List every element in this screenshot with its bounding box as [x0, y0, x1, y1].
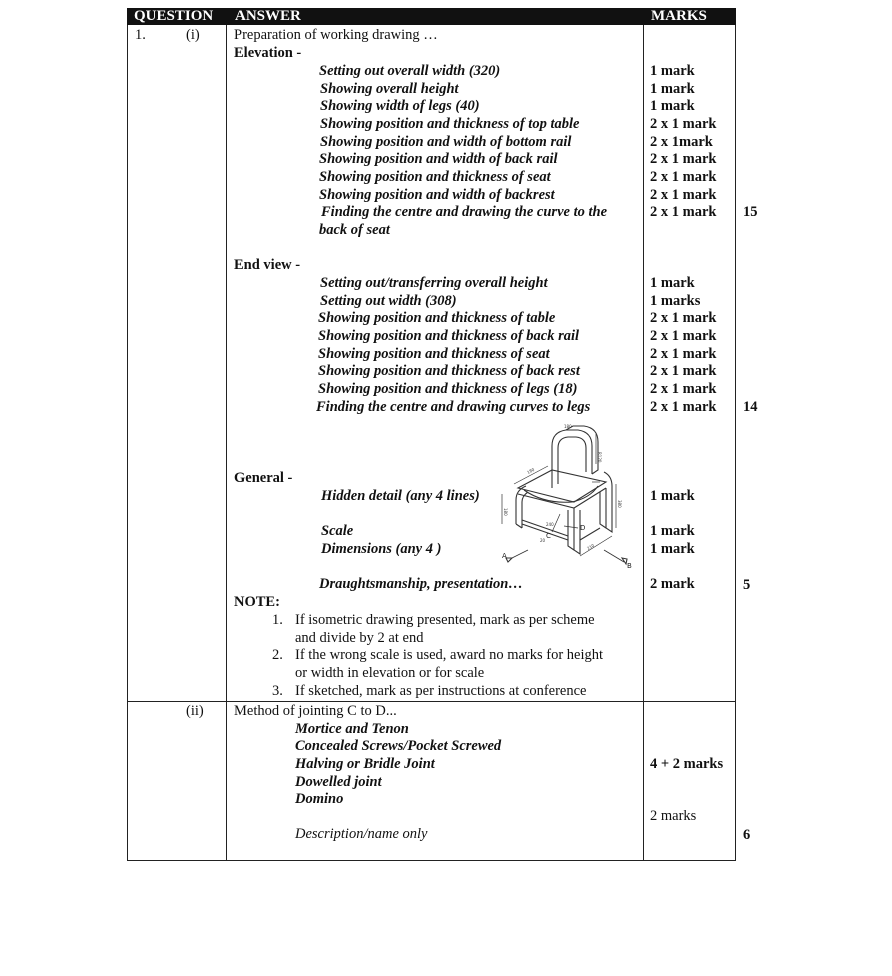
- note-heading: NOTE:: [234, 594, 280, 610]
- elevation-mark: 1 mark: [650, 63, 695, 79]
- svg-text:210: 210: [586, 542, 596, 551]
- elevation-item: Showing width of legs (40): [320, 98, 480, 114]
- elevation-mark: 1 mark: [650, 80, 695, 97]
- elevation-heading: Elevation -: [234, 45, 302, 61]
- description-mark: 2 marks: [650, 808, 697, 824]
- elevation-item: Showing position and thickness of top table: [320, 116, 580, 132]
- general-item: Scale: [321, 523, 354, 539]
- header-bar: [127, 8, 736, 25]
- end-view-mark: 2 x 1 mark: [650, 345, 717, 362]
- elevation-mark: 2 x 1 mark: [650, 169, 717, 185]
- joint-option: Domino: [295, 791, 344, 807]
- svg-text:180: 180: [526, 466, 536, 475]
- note-item-line: If isometric drawing presented, mark as per scheme: [295, 612, 595, 628]
- end-view-mark: 1 mark: [650, 275, 695, 291]
- end-view-total: 14: [743, 399, 758, 415]
- table-border-right: [735, 25, 736, 861]
- row-divider: [127, 701, 736, 702]
- column-divider-marks: [643, 25, 644, 861]
- header-marks: MARKS: [651, 8, 707, 24]
- header-answer: ANSWER: [235, 8, 301, 24]
- part-i-label: (i): [186, 27, 200, 43]
- end-view-item: Showing position and thickness of seat: [318, 345, 550, 362]
- end-view-item: Showing position and thickness of legs (18): [318, 381, 578, 397]
- elevation-item: Showing position and width of bottom rail: [320, 133, 572, 150]
- end-view-heading: End view -: [234, 257, 301, 273]
- general-item: Dimensions (any 4 ): [321, 541, 442, 557]
- general-mark: 1 mark: [650, 541, 695, 557]
- end-view-mark: 2 x 1 mark: [650, 328, 717, 344]
- isometric-chair-figure: [494, 424, 640, 572]
- note-item-number: 3.: [272, 682, 283, 699]
- svg-text:180: 180: [564, 424, 572, 429]
- elevation-item: Finding the centre and drawing the curve to the: [321, 204, 607, 220]
- joint-option: Mortice and Tenon: [295, 720, 409, 737]
- general-mark: 1 mark: [650, 523, 695, 539]
- end-view-mark: 2 x 1 mark: [650, 310, 717, 326]
- end-view-item: Showing position and thickness of table: [318, 310, 556, 326]
- end-view-item: Showing position and thickness of back rail: [318, 328, 580, 344]
- end-view-item: Setting out/transferring overall height: [320, 275, 548, 291]
- general-mark: 1 mark: [650, 488, 695, 504]
- note-item-line: and divide by 2 at end: [295, 629, 424, 646]
- elevation-mark: 2 x 1 mark: [650, 151, 717, 167]
- elevation-mark: 1 mark: [650, 98, 695, 114]
- end-view-mark: 2 x 1 mark: [650, 363, 717, 379]
- header-question: QUESTION: [134, 8, 214, 24]
- end-view-mark: 2 x 1 mark: [650, 398, 717, 415]
- joint-option: Concealed Screws/Pocket Screwed: [295, 738, 502, 754]
- part-ii-label: (ii): [186, 703, 204, 719]
- svg-text:R120: R120: [597, 452, 602, 463]
- part-ii-intro: Method of jointing C to D...: [234, 703, 397, 719]
- joint-option: Halving or Bridle Joint: [295, 756, 435, 772]
- svg-text:380: 380: [617, 500, 622, 508]
- figure-label-d: D: [580, 524, 586, 532]
- question-number: 1.: [135, 27, 146, 43]
- elevation-item-continuation: back of seat: [319, 222, 390, 238]
- general-total: 5: [743, 577, 751, 593]
- end-view-mark: 2 x 1 mark: [650, 381, 717, 397]
- note-item-line: or width in elevation or for scale: [295, 665, 485, 681]
- note-item-line: If sketched, mark as per instructions at conference: [295, 682, 587, 699]
- part-ii-total: 6: [743, 827, 751, 843]
- elevation-item: Showing overall height: [320, 80, 459, 97]
- figure-label-b: B: [627, 562, 632, 570]
- joint-option: Dowelled joint: [295, 773, 382, 790]
- table-border-bottom: [127, 860, 736, 861]
- elevation-item: Setting out overall width (320): [319, 63, 501, 79]
- svg-text:240: 240: [546, 522, 554, 527]
- end-view-mark: 1 marks: [650, 292, 701, 309]
- part-i-intro: Preparation of working drawing …: [234, 27, 438, 43]
- elevation-mark: 2 x 1mark: [650, 133, 713, 150]
- end-view-item: Setting out width (308): [320, 292, 457, 309]
- note-item-number: 1.: [272, 612, 283, 628]
- elevation-item: Showing position and width of back rail: [319, 151, 558, 167]
- end-view-item: Showing position and thickness of back rest: [318, 363, 580, 379]
- general-heading: General -: [234, 470, 293, 486]
- note-item-number: 2.: [272, 647, 283, 663]
- joint-options-mark: 4 + 2 marks: [650, 756, 724, 772]
- svg-text:20: 20: [540, 538, 546, 543]
- elevation-mark: 2 x 1 mark: [650, 116, 717, 132]
- note-item-line: If the wrong scale is used, award no marks for height: [295, 647, 604, 663]
- general-mark: 2 mark: [650, 576, 695, 592]
- general-item: Hidden detail (any 4 lines): [321, 488, 480, 504]
- elevation-total: 15: [743, 204, 758, 220]
- elevation-item: Showing position and width of backrest: [319, 186, 555, 203]
- end-view-item: Finding the centre and drawing curves to legs: [316, 398, 591, 415]
- figure-label-a: A: [502, 552, 507, 560]
- general-item: Draughtsmanship, presentation…: [319, 576, 523, 592]
- svg-text:180: 180: [503, 508, 508, 516]
- elevation-mark: 2 x 1 mark: [650, 204, 717, 220]
- description-line: Description/name only: [295, 826, 428, 842]
- figure-label-c: C: [546, 532, 551, 540]
- elevation-mark: 2 x 1 mark: [650, 186, 717, 203]
- column-divider-answer: [226, 25, 227, 861]
- table-border-left: [127, 25, 128, 861]
- elevation-item: Showing position and thickness of seat: [319, 169, 551, 185]
